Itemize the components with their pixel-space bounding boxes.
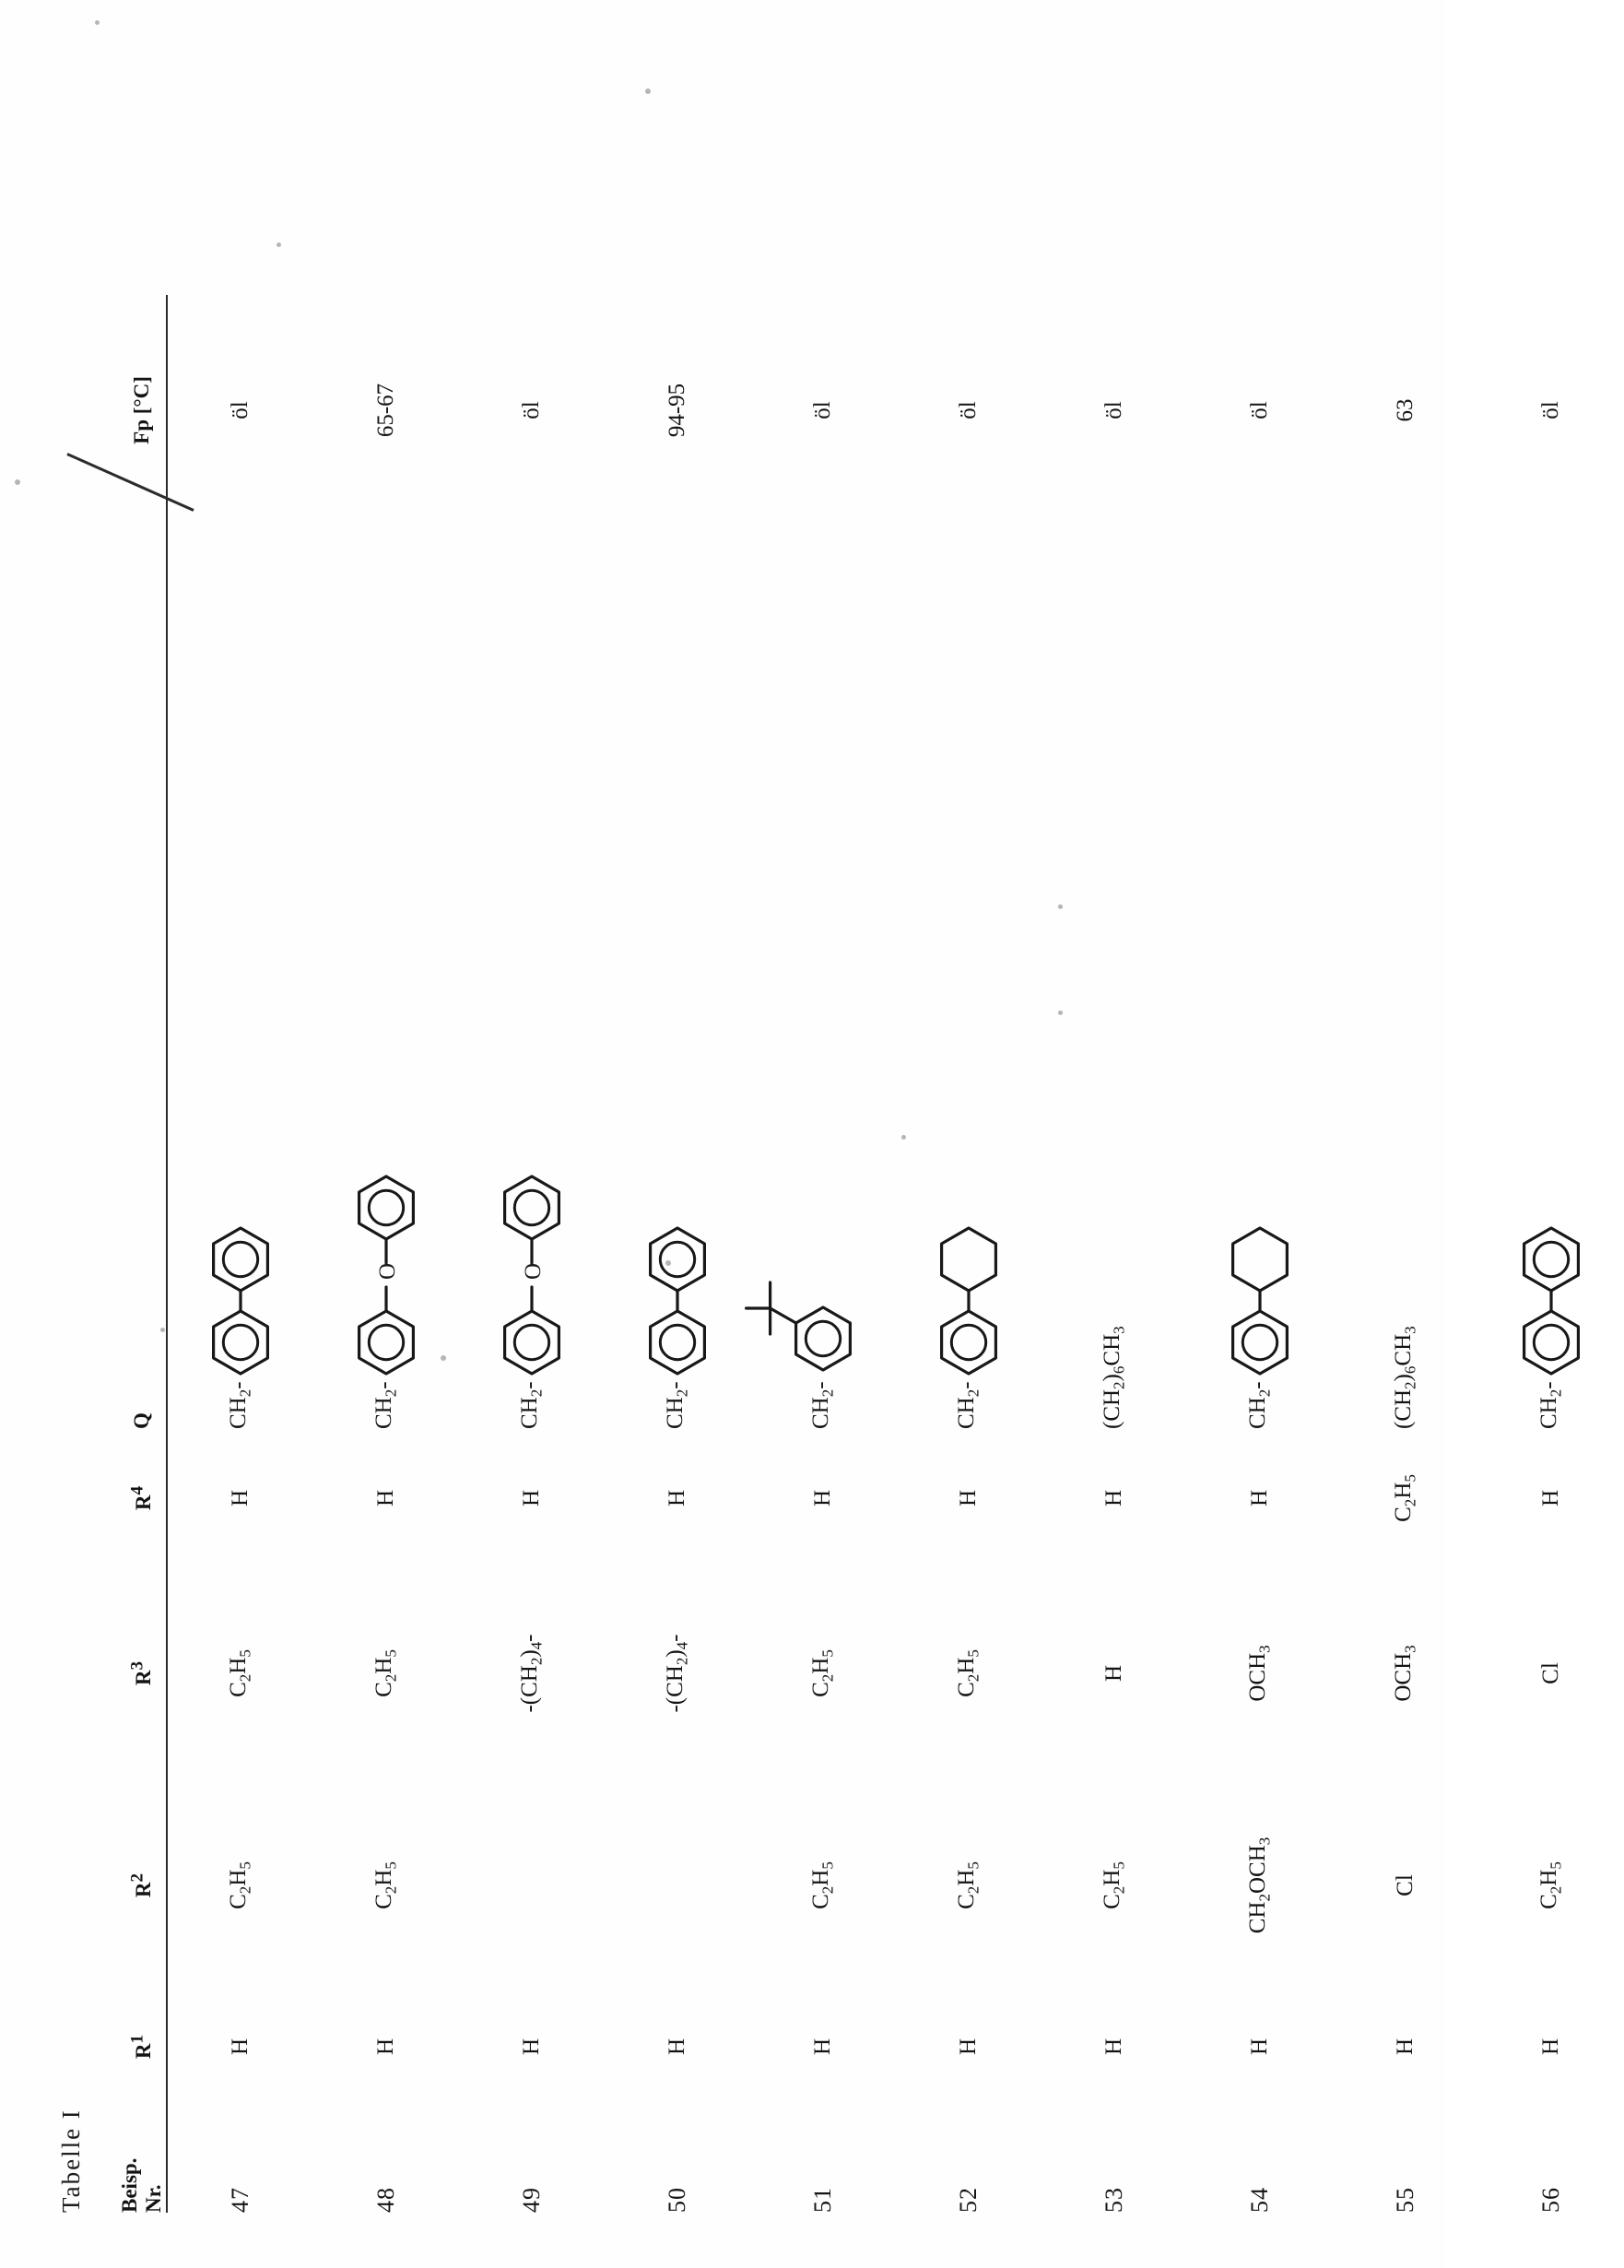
cell-r2: $C_2H_5$ — [371, 1861, 400, 1909]
table-row — [896, 295, 1041, 2213]
compound-table — [118, 295, 1624, 2213]
q-structure-wrapper — [608, 526, 747, 1429]
q-ring-diagram — [317, 1103, 455, 1379]
cell-r3: $OCH_3$ — [1391, 1645, 1419, 1702]
cell-r1: H — [1247, 2038, 1272, 2056]
cell-r2 — [605, 1779, 750, 1991]
cell-r2 — [459, 1779, 605, 1991]
cell-beispiel-nr — [459, 2102, 605, 2213]
cell-r2: $C_2H_5$ — [1100, 1861, 1128, 1909]
cell-r3: $C_2H_5$ — [954, 1649, 983, 1697]
table-row — [1478, 295, 1624, 2213]
column-header-r1 — [118, 1991, 166, 2102]
svg-text:O: O — [375, 1263, 400, 1281]
column-header-fp — [118, 295, 166, 526]
cell-r1: H — [1101, 2038, 1126, 2056]
cell-beispiel-nr — [605, 2102, 750, 2213]
scan-speck — [901, 1135, 906, 1140]
table-row — [605, 295, 750, 2213]
column-header-r2-label: $R^2$ — [127, 1872, 156, 1898]
q-substituent-label: $CH_2-$ — [663, 1381, 691, 1429]
q-ring-diagram — [900, 1163, 1038, 1379]
cell-q — [1478, 526, 1624, 1429]
table-body — [168, 295, 1624, 2213]
svg-text:O: O — [521, 1263, 546, 1281]
scan-speck — [645, 89, 651, 94]
beispiel-nr-value: 47 — [227, 2187, 253, 2213]
cell-r4: H — [810, 1489, 835, 1507]
q-structure-wrapper — [1482, 526, 1620, 1429]
beispiel-nr-value: 56 — [1537, 2187, 1564, 2213]
table-row — [459, 295, 605, 2213]
cell-r3: $C_2H_5$ — [808, 1649, 837, 1697]
beispiel-nr-value: 55 — [1392, 2187, 1418, 2213]
cell-r1: H — [665, 2038, 689, 2056]
q-substituent-label: $(CH_2)_6CH_3$ — [1100, 1326, 1128, 1429]
column-header-r2 — [118, 1779, 166, 1991]
cell-r4: H — [519, 1489, 544, 1507]
table-row — [750, 295, 896, 2213]
cell-r4: H — [1101, 1489, 1126, 1507]
cell-beispiel-nr — [1333, 2102, 1478, 2213]
q-structure-wrapper — [1336, 526, 1475, 1429]
beispiel-nr-value: 51 — [809, 2187, 836, 2213]
cell-r3: $C_2H_5$ — [371, 1649, 400, 1697]
q-substituent-label: $CH_2-$ — [226, 1381, 254, 1429]
cell-fp: öl — [1538, 401, 1563, 419]
column-header-nr-line2: Nr. — [142, 2184, 165, 2213]
cell-r4: $C_2H_5$ — [1391, 1474, 1419, 1522]
column-header-r3 — [118, 1567, 166, 1779]
cell-q — [459, 526, 605, 1429]
column-header-r4-label: $R^4$ — [127, 1485, 156, 1511]
cell-r2: $C_2H_5$ — [226, 1861, 254, 1909]
column-header-r3-label: $R^3$ — [127, 1660, 156, 1686]
scan-speck — [277, 242, 281, 247]
column-header-nr-line1: Beisp. — [118, 2157, 141, 2213]
column-header-r1-label: $R^1$ — [127, 2034, 156, 2060]
q-ring-diagram — [463, 1103, 601, 1379]
q-substituent-label: $CH_2-$ — [371, 1381, 400, 1429]
q-structure-wrapper — [171, 526, 310, 1429]
cell-r3: $-(CH_2)_4-$ — [517, 1634, 546, 1713]
cell-fp: öl — [810, 401, 835, 419]
q-substituent-label: $CH_2-$ — [517, 1381, 546, 1429]
header-row — [118, 295, 166, 2213]
scan-speck — [665, 1260, 671, 1266]
beispiel-nr-value: 48 — [372, 2187, 399, 2213]
cell-r3: $-(CH_2)_4-$ — [663, 1634, 691, 1713]
cell-r1: H — [228, 2038, 253, 2056]
cell-r4: H — [373, 1489, 398, 1507]
cell-r1: H — [956, 2038, 981, 2056]
beispiel-nr-value: 54 — [1246, 2187, 1273, 2213]
q-substituent-label: $CH_2-$ — [808, 1381, 837, 1429]
cell-r2: $CH_2OCH_3$ — [1245, 1837, 1274, 1934]
cell-q — [605, 526, 750, 1429]
cell-fp: 63 — [1393, 398, 1418, 422]
q-structure-wrapper — [317, 526, 455, 1429]
cell-fp: 94-95 — [665, 383, 689, 438]
q-substituent-label: $(CH_2)_6CH_3$ — [1391, 1326, 1419, 1429]
table-title: Tabelle I — [57, 2109, 85, 2213]
table-row — [313, 295, 459, 2213]
q-substituent-label: $CH_2-$ — [954, 1381, 983, 1429]
cell-r3: H — [1101, 1664, 1126, 1683]
cell-r3: $C_2H_5$ — [226, 1649, 254, 1697]
q-ring-diagram — [754, 1223, 892, 1379]
scan-speck — [15, 479, 20, 485]
q-structure-wrapper — [900, 526, 1038, 1429]
beispiel-nr-value: 53 — [1100, 2187, 1127, 2213]
cell-beispiel-nr — [313, 2102, 459, 2213]
beispiel-nr-value: 52 — [955, 2187, 982, 2213]
scan-speck — [95, 20, 100, 25]
cell-r3: Cl — [1538, 1662, 1563, 1684]
cell-r1: H — [519, 2038, 544, 2056]
table-row — [1333, 295, 1478, 2213]
q-ring-diagram — [608, 1163, 747, 1379]
cell-beispiel-nr — [1187, 2102, 1333, 2213]
column-header-nr — [118, 2102, 166, 2213]
table-row — [168, 295, 313, 2213]
scan-speck — [160, 1328, 165, 1332]
cell-q — [750, 526, 896, 1429]
cell-beispiel-nr — [1478, 2102, 1624, 2213]
table-row — [1041, 295, 1187, 2213]
cell-q — [1041, 526, 1187, 1429]
cell-beispiel-nr — [168, 2102, 313, 2213]
cell-r2: $C_2H_5$ — [954, 1861, 983, 1909]
scan-speck — [441, 1355, 446, 1361]
cell-beispiel-nr — [896, 2102, 1041, 2213]
q-substituent-label: $CH_2-$ — [1536, 1381, 1565, 1429]
beispiel-nr-value: 49 — [518, 2187, 545, 2213]
cell-r4: H — [1538, 1489, 1563, 1507]
cell-fp: öl — [1247, 401, 1272, 419]
cell-q — [1333, 526, 1478, 1429]
q-structure-wrapper — [463, 526, 601, 1429]
table-header — [118, 295, 168, 2213]
cell-fp: öl — [1101, 401, 1126, 419]
q-structure-wrapper — [1045, 526, 1183, 1429]
q-structure-wrapper — [754, 526, 892, 1429]
cell-r4: H — [956, 1489, 981, 1507]
column-header-fp-label: Fp [°C] — [130, 376, 153, 444]
cell-q — [313, 526, 459, 1429]
cell-r2: Cl — [1393, 1874, 1418, 1896]
cell-r3: $OCH_3$ — [1245, 1645, 1274, 1702]
cell-beispiel-nr — [1041, 2102, 1187, 2213]
q-ring-diagram — [171, 1163, 310, 1379]
cell-q — [1187, 526, 1333, 1429]
cell-r1: H — [1393, 2038, 1418, 2056]
cell-r4: H — [1247, 1489, 1272, 1507]
q-substituent-label: $CH_2-$ — [1245, 1381, 1274, 1429]
q-ring-diagram — [1482, 1163, 1620, 1379]
cell-q — [896, 526, 1041, 1429]
q-structure-wrapper — [1191, 526, 1329, 1429]
column-header-q — [118, 526, 166, 1429]
cell-r1: H — [373, 2038, 398, 2056]
cell-q — [168, 526, 313, 1429]
cell-r1: H — [1538, 2038, 1563, 2056]
scan-speck — [1058, 1010, 1063, 1015]
cell-r1: H — [810, 2038, 835, 2056]
q-ring-diagram — [1191, 1163, 1329, 1379]
cell-fp: 65-67 — [373, 383, 398, 438]
column-header-r4 — [118, 1429, 166, 1567]
cell-r4: H — [665, 1489, 689, 1507]
cell-fp: öl — [228, 401, 253, 419]
column-header-q-label: Q — [130, 1412, 153, 1429]
beispiel-nr-value: 50 — [664, 2187, 690, 2213]
cell-r2: $C_2H_5$ — [1536, 1861, 1565, 1909]
cell-fp: öl — [956, 401, 981, 419]
cell-fp: öl — [519, 401, 544, 419]
cell-r2: $C_2H_5$ — [808, 1861, 837, 1909]
scan-speck — [1058, 904, 1063, 909]
table-row — [1187, 295, 1333, 2213]
cell-beispiel-nr — [750, 2102, 896, 2213]
cell-r4: H — [228, 1489, 253, 1507]
